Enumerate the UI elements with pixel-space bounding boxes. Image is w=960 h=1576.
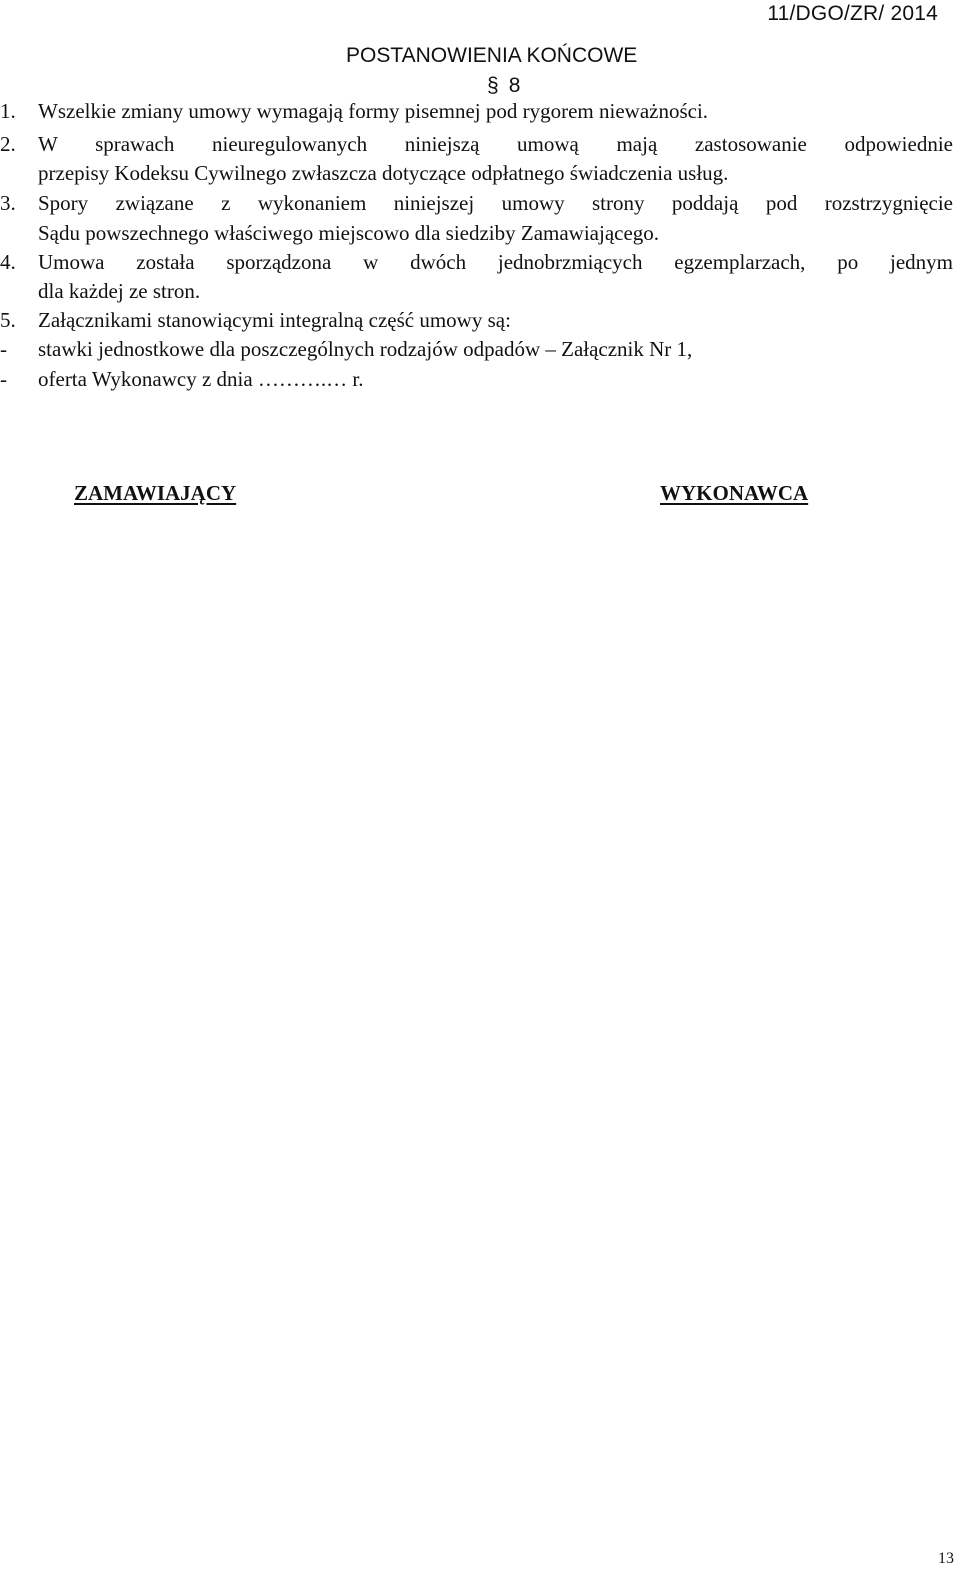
- section-number-value: 8: [508, 74, 521, 97]
- list-item-number: 4.: [0, 250, 16, 274]
- list-item-number: 1.: [0, 99, 16, 123]
- document-reference: 11/DGO/ZR/ 2014: [767, 2, 938, 25]
- section-number: [487, 74, 520, 98]
- list-item-number: 3.: [0, 191, 16, 215]
- section-title: POSTANOWIENIA KOŃCOWE: [346, 44, 638, 67]
- list-item: [0, 190, 953, 216]
- list-item-text: Spory związane z wykonaniem niniejszej umowy strony poddają pod rozstrzygnięcie: [38, 191, 953, 215]
- attachment-text: oferta Wykonawcy z dnia ……….… r.: [38, 367, 364, 391]
- list-item-continuation: Sądu powszechnego właściwego miejscowo dla siedziby Zamawiającego.: [38, 221, 660, 245]
- signature-contractor: WYKONAWCA: [660, 481, 809, 505]
- list-item-text: W sprawach nieuregulowanych niniejszą umową mają zastosowanie odpowiednie: [38, 132, 953, 156]
- list-item-text: Umowa została sporządzona w dwóch jednobrzmiących egzemplarzach, po jednym: [38, 250, 953, 274]
- list-item: [0, 307, 511, 333]
- attachment-text: stawki jednostkowe dla poszczególnych rodzajów odpadów – Załącznik Nr 1,: [38, 337, 693, 361]
- attachment-item: [0, 336, 693, 362]
- list-item-text: Wszelkie zmiany umowy wymagają formy pisemnej pod rygorem nieważności.: [38, 99, 709, 123]
- list-item: [0, 249, 953, 275]
- attachment-item: [0, 366, 364, 392]
- list-item-number: 5.: [0, 308, 16, 332]
- page-number: 13: [938, 1550, 954, 1567]
- list-item-continuation: dla każdej ze stron.: [38, 279, 201, 303]
- signature-contracting-party: ZAMAWIAJĄCY: [74, 481, 237, 505]
- paragraph-sign: §: [487, 74, 499, 97]
- list-item-number: 2.: [0, 132, 16, 156]
- bullet-dash: -: [0, 367, 7, 391]
- list-item: [0, 98, 709, 124]
- bullet-dash: -: [0, 337, 7, 361]
- list-item-continuation: przepisy Kodeksu Cywilnego zwłaszcza dotyczące odpłatnego świadczenia usług.: [38, 161, 729, 185]
- list-item: [0, 131, 953, 157]
- list-item-text: Załącznikami stanowiącymi integralną część umowy są:: [38, 308, 511, 332]
